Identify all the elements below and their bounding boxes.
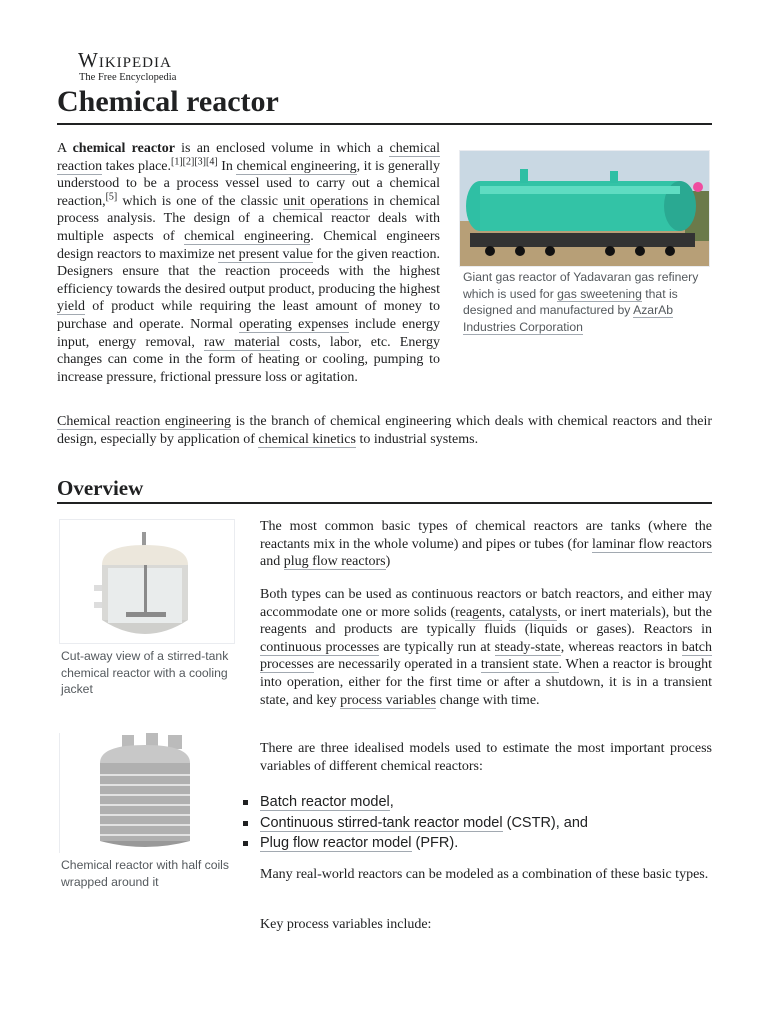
text: that is designed and manufactured by bbox=[463, 286, 678, 317]
text: , it is generally understood to be a process vessel used to carry out a chemical reaction, bbox=[57, 158, 441, 209]
wiki-link[interactable]: raw material bbox=[204, 334, 281, 350]
overview-paragraph-4 bbox=[260, 866, 712, 884]
wiki-link[interactable]: Continuous stirred-tank reactor model bbox=[260, 814, 503, 831]
wiki-link[interactable]: steady-state bbox=[494, 639, 561, 655]
text: for the given reaction. Designers ensure that the reaction proceeds with the highest efficiency towards the desired output product, producing the highest bbox=[57, 246, 440, 297]
stirred-tank-figure bbox=[59, 519, 235, 698]
wiki-link[interactable]: Plug flow reactor model bbox=[260, 835, 412, 851]
overview-paragraph-5 bbox=[260, 916, 712, 934]
page-title: Chemical reactor bbox=[57, 85, 279, 118]
text: of product while requiring the least amount of money to purchase and operate. Normal bbox=[57, 299, 440, 332]
overview-paragraph-1 bbox=[260, 518, 712, 571]
citation-link[interactable]: [1][2][3][4] bbox=[171, 155, 218, 167]
text: Key process variables include: bbox=[260, 917, 432, 932]
list-item bbox=[243, 792, 588, 813]
half-coil-figure bbox=[59, 733, 235, 890]
wiki-link[interactable]: process variables bbox=[340, 692, 437, 708]
wiki-link[interactable]: plug flow reactors bbox=[283, 554, 386, 570]
wiki-link[interactable]: net present value bbox=[217, 246, 313, 262]
text: and bbox=[260, 554, 284, 570]
wiki-link[interactable]: AzarAb Industries Corporation bbox=[463, 303, 674, 334]
text: Both types can be used as continuous reactors or batch reactors, and either may accommodate one or more solids ( bbox=[260, 587, 712, 620]
list-item bbox=[243, 833, 588, 854]
reactor-models-list bbox=[243, 792, 588, 854]
text: (PFR). bbox=[411, 835, 459, 851]
wiki-link[interactable]: yield bbox=[57, 299, 85, 315]
text: In bbox=[217, 158, 237, 174]
text: in chemical process analysis. The design of a chemical reactor deals with multiple aspects of bbox=[57, 193, 440, 244]
text: The most common basic types of chemical reactors are tanks (where the reactants mix in the whole volume) and pipes or tubes (for bbox=[260, 519, 712, 552]
wiki-link[interactable]: reagents bbox=[455, 604, 502, 620]
text: Many real-world reactors can be modeled as a combination of these basic types. bbox=[260, 867, 709, 882]
wiki-link[interactable]: Batch reactor model bbox=[260, 794, 390, 810]
gas-reactor-image[interactable] bbox=[459, 150, 710, 267]
wiki-link[interactable]: gas sweetening bbox=[557, 286, 642, 301]
section-heading-overview: Overview bbox=[57, 476, 144, 500]
text: are typically run at bbox=[379, 639, 495, 655]
text: A bbox=[57, 141, 73, 156]
list-item bbox=[243, 813, 588, 834]
text: , bbox=[389, 794, 394, 810]
text: (CSTR), and bbox=[502, 814, 589, 831]
citation-link[interactable]: [5] bbox=[105, 191, 118, 203]
text: takes place. bbox=[102, 158, 172, 174]
overview-paragraph-2 bbox=[260, 586, 712, 709]
gas-reactor-caption bbox=[459, 267, 710, 335]
text: costs, labor, etc. Energy changes can come in the form of heating or cooling, pumping to increase pressure, frictional pressure loss or agitation. bbox=[57, 334, 440, 385]
stirred-tank-image[interactable] bbox=[59, 519, 235, 644]
text: to industrial systems. bbox=[355, 431, 479, 447]
wiki-link[interactable]: batch processes bbox=[260, 639, 713, 673]
wiki-link[interactable]: catalysts bbox=[509, 604, 558, 620]
overview-paragraph-3 bbox=[260, 740, 712, 775]
text: ) bbox=[385, 554, 391, 570]
gas-reactor-figure bbox=[459, 150, 710, 335]
text: is an enclosed volume in which a bbox=[174, 141, 390, 156]
wiki-link[interactable]: Chemical reaction engineering bbox=[57, 414, 231, 429]
intro-paragraph-2 bbox=[57, 413, 712, 448]
text: . When a reactor is brought into operation, either for the first time or after a shutdown, it is in a transient state, and key bbox=[260, 657, 712, 708]
half-coil-caption: Chemical reactor with half coils wrapped around it bbox=[61, 858, 229, 889]
text: is the branch of chemical engineering which deals with chemical reactors and their design, especially by application of bbox=[57, 414, 712, 447]
wiki-link[interactable]: chemical reaction bbox=[57, 141, 441, 174]
text: . Chemical engineers design reactors to maximize bbox=[57, 228, 440, 262]
stirred-tank-caption: Cut-away view of a stirred-tank chemical reactor with a cooling jacket bbox=[61, 649, 229, 696]
overview-divider bbox=[57, 502, 712, 504]
text: , bbox=[501, 604, 510, 620]
bold-term: chemical reactor bbox=[72, 141, 175, 156]
text: , or inert materials), but the reagents and products are typically fluids (liquids or gases). Reactors in bbox=[260, 604, 712, 638]
text: are necessarily operated in a bbox=[313, 657, 481, 673]
text: There are three idealised models used to estimate the most important process variables of different chemical reactors: bbox=[260, 741, 712, 774]
text: include energy input, energy removal, bbox=[57, 316, 440, 350]
wiki-link[interactable]: operating expenses bbox=[239, 316, 349, 332]
logo-wordmark: Wikipedia bbox=[78, 48, 172, 72]
wiki-link[interactable]: continuous processes bbox=[260, 639, 380, 655]
wiki-link[interactable]: chemical engineering bbox=[184, 228, 311, 244]
wiki-link[interactable]: chemical engineering bbox=[236, 158, 357, 174]
text: Giant gas reactor of Yadavaran gas refinery which is used for bbox=[463, 270, 699, 301]
half-coil-image[interactable] bbox=[59, 733, 235, 853]
text: which is one of the classic bbox=[117, 193, 284, 209]
text: change with time. bbox=[436, 692, 540, 708]
text: , whereas reactors in bbox=[560, 639, 682, 655]
wikipedia-logo[interactable] bbox=[78, 50, 176, 84]
wiki-link[interactable]: transient state bbox=[480, 657, 559, 673]
wiki-link[interactable]: chemical kinetics bbox=[258, 431, 356, 447]
wiki-link[interactable]: unit operations bbox=[283, 193, 369, 209]
logo-tagline: The Free Encyclopedia bbox=[79, 72, 177, 83]
title-divider bbox=[57, 123, 712, 125]
wiki-link[interactable]: laminar flow reactors bbox=[592, 536, 712, 552]
